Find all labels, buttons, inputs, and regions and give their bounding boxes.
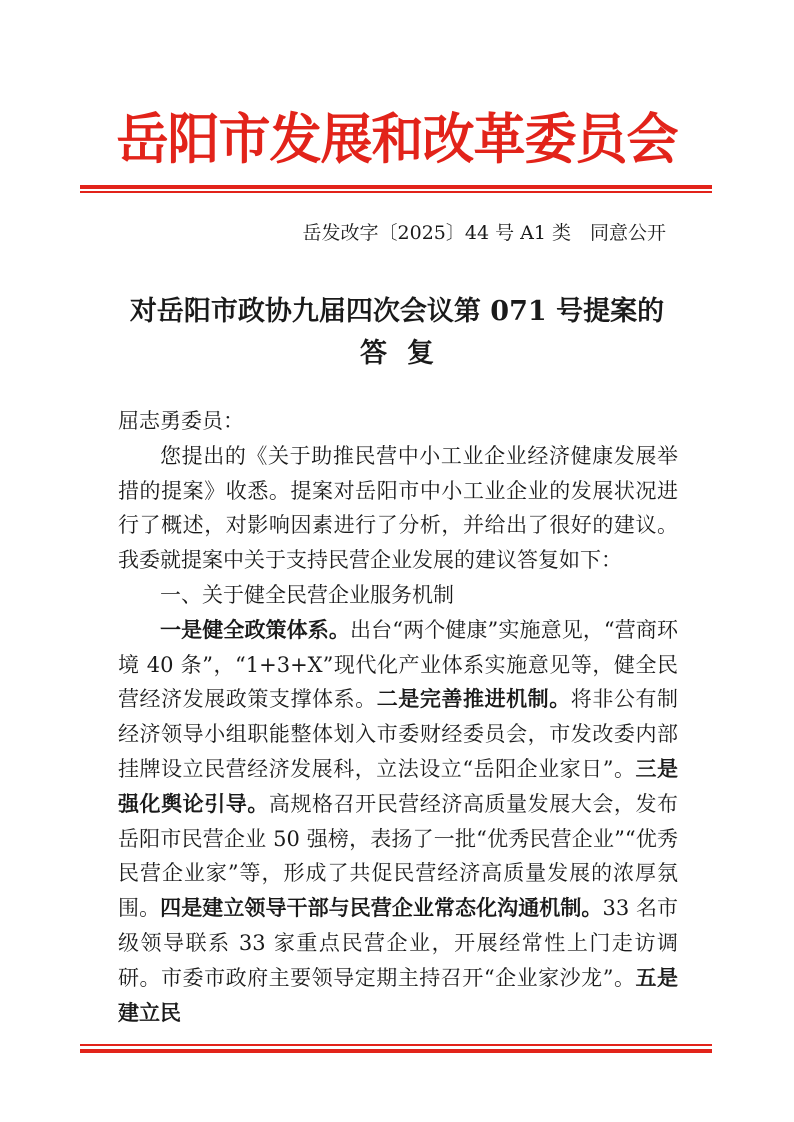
intro-paragraph: 您提出的《关于助推民营中小工业企业经济健康发展举措的提案》收悉。提案对岳阳市中小工业企业的发展状况进行了概述，对影响因素进行了分析，并给出了很好的建议。我委就提案中关于支持民营企业发展的建议答复如下： (118, 443, 678, 573)
letterhead-org-name: 岳阳市发展和改革委员会 (116, 108, 678, 172)
footer-rule-thin (80, 1044, 712, 1046)
item-lead-3: 三是强化舆论引导。 (118, 756, 678, 816)
salutation: 屈志勇委员： (118, 409, 244, 433)
section-paragraph (118, 613, 678, 1031)
document-number: 岳发改字〔2025〕44 号 A1 类 同意公开 (302, 222, 666, 244)
item-text-2: 将非公有制经济领导小组职能整体划入市委财经委员会，市发改委内部挂牌设立民营经济发展科，立法设立“岳阳企业家日”。 (118, 687, 679, 781)
footer-rule-thick (80, 1049, 712, 1053)
item-lead-2: 二是完善推进机制。 (376, 687, 571, 712)
letterhead-rule-thick (80, 185, 712, 189)
item-text-1: 出台“两个健康”实施意见，“营商环境 40 条”，“1+3+X”现代化产业体系实施意见等，健全民营经济发展政策支撑体系。 (118, 617, 679, 712)
document-title-line1: 对岳阳市政协九届四次会议第 071 号提案的 (129, 296, 665, 327)
item-lead-5: 五是建立民 (118, 965, 678, 1025)
item-lead-4: 四是建立领导干部与民营企业常态化沟通机制。 (160, 896, 603, 921)
document-body (118, 404, 678, 1030)
item-lead-1: 一是健全政策体系。 (160, 617, 351, 642)
document-title-line2: 答复 (360, 338, 454, 369)
item-text-3: 高规格召开民营经济高质量发展大会，发布岳阳市民营企业 50 强榜，表扬了一批“优秀民营企业”“优秀民营企业家”等，形成了共促民营经济高质量发展的浓厚氛围。 (118, 791, 679, 921)
item-text-4: 33 名市级领导联系 33 家重点民营企业，开展经常性上门走访调研。市委市政府主要领导定期主持召开“企业家沙龙”。 (118, 896, 679, 990)
letterhead-rule-thin (80, 191, 712, 193)
section-heading: 一、关于健全民营企业服务机制 (160, 582, 454, 607)
